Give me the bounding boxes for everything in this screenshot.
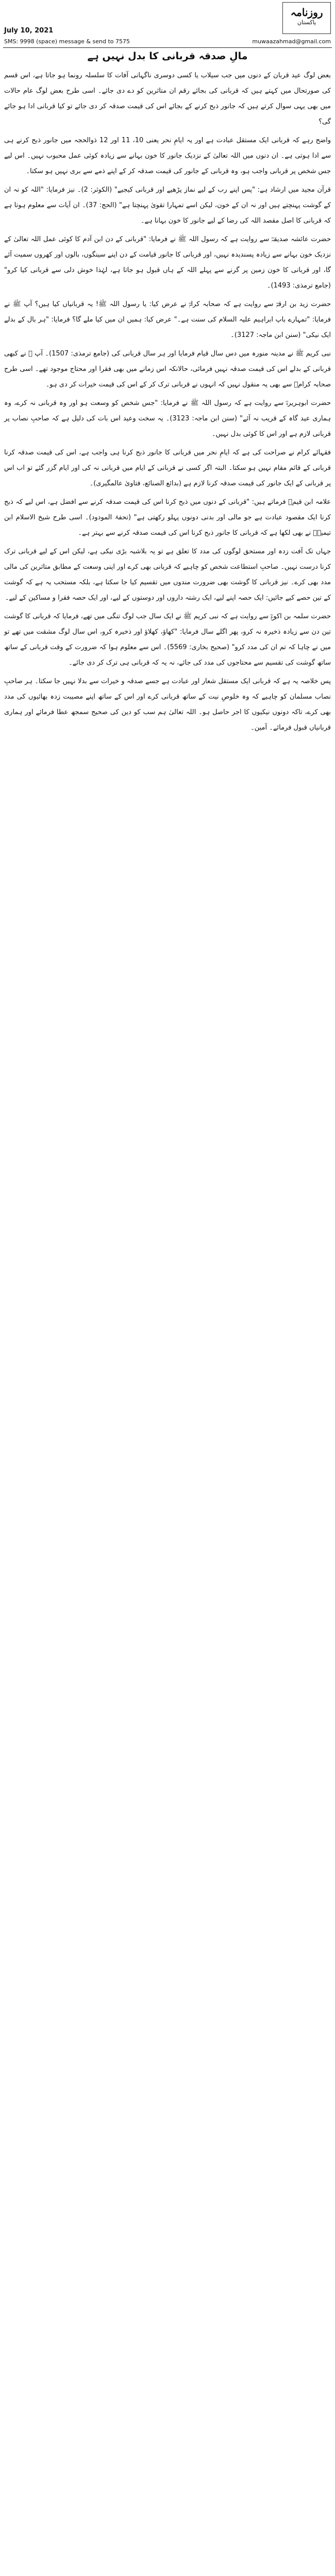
article-paragraph: جہاں تک آفت زدہ اور مستحق لوگوں کی مدد کا تعلق ہے تو یہ بلاشبہ بڑی نیکی ہے، لیکن اس کے لیے قربانی ترک کرنا درست نہیں۔ صاحبِ استطاعت شخص کو چاہیے کہ قربانی بھی کرے اور اپنی وسعت کے مطابق متاثرین کی مالی مدد بھی کرے۔ نیز قربانی کا گوشت بھی ضرورت مندوں میں تقسیم کیا جا سکتا ہے، بلکہ مستحب یہ ہے کہ گوشت کے تین حصے کیے جائیں: ایک حصہ اپنے لیے، ایک رشتہ داروں اور دوستوں کے لیے، اور ایک حصہ فقرا و مساکین کے لیے۔: [4, 548, 331, 602]
publish-date: July 10, 2021: [4, 27, 54, 35]
article-paragraph: بعض لوگ عید قربان کے دنوں میں جب سیلاب یا کسی دوسری ناگہانی آفات کا سلسلہ رونما ہو جاتا ہے، اس قسم کی صورتحال میں کہتے ہیں کہ قربانی کی بجائے رقم ان متاثرین کو دے دی جائے۔ اسی طرح بعض لوگ عام حالات میں بھی یہی سوال کرتے ہیں کہ جانور ذبح کرنے کے بجائے اس کی قیمت صدقہ کر دی جائے تو کیا قربانی ادا ہو جائے گی؟: [4, 72, 331, 126]
header-divider: [3, 47, 332, 48]
newspaper-logo: [282, 2, 331, 34]
masthead: [0, 0, 335, 62]
logo-title: روزنامہ: [290, 6, 323, 19]
article-paragraph: حضرت سلمہ بن اکوعؓ سے روایت ہے کہ نبی کریم ﷺ نے ایک سال جب لوگ تنگی میں تھے، فرمایا کہ قربانی کا گوشت تین دن سے زیادہ ذخیرہ نہ کرو، پھر اگلے سال فرمایا: "کھاؤ، کھلاؤ اور ذخیرہ کرو، اس سال لوگ مشقت میں تھے تو میں نے چاہا کہ تم ان کی مدد کرو" (صحیح بخاری: 5569)۔ اس سے معلوم ہوا کہ ضرورت کے وقت قربانی کے ساتھ ساتھ گوشت کی تقسیم سے محتاجوں کی مدد کی جائے، نہ یہ کہ قربانی ہی ترک کر دی جائے۔: [4, 613, 331, 667]
article-paragraph: فقہائے کرام نے صراحت کی ہے کہ ایامِ نحر میں قربانی کا جانور ذبح کرنا ہی واجب ہے، اس کی قیمت صدقہ کرنا قربانی کے قائم مقام نہیں ہو سکتا۔ البتہ اگر کسی نے قربانی کے ایام میں قربانی نہ کی اور ایام گزر گئے تو اب اس پر قربانی کے ایک جانور کی قیمت صدقہ کرنا لازم ہے (بدائع الصنائع، فتاویٰ عالمگیری)۔: [4, 449, 331, 487]
article-paragraph: حضرت ابوہریرہؓ سے روایت ہے کہ رسول اللہ ﷺ نے فرمایا: "جس شخص کو وسعت ہو اور وہ قربانی نہ کرے، وہ ہماری عید گاہ کے قریب نہ آئے" (سنن ابن ماجہ: 3123)۔ یہ سخت وعید اس بات کی دلیل ہے کہ صاحبِ نصاب پر قربانی لازم ہے اور اس کا کوئی بدل نہیں۔: [4, 399, 331, 438]
article-paragraph: نبی کریم ﷺ نے مدینہ منورہ میں دس سال قیام فرمایا اور ہر سال قربانی کی (جامع ترمذی: 1507)۔ آپ ﷺ نے کبھی قربانی کے بدلے اس کی قیمت صدقہ نہیں فرمائی، حالانکہ اس زمانے میں بھی فقرا اور محتاج موجود تھے۔ اسی طرح صحابہ کرامؓ سے بھی یہ منقول نہیں کہ انہوں نے قربانی ترک کر کے اس کی قیمت خیرات کر دی ہو۔: [4, 350, 331, 388]
article-paragraph: قرآن مجید میں ارشاد ہے: "پس اپنے رب کے لیے نماز پڑھیے اور قربانی کیجیے" (الکوثر: 2)۔ نیز فرمایا: "اللہ کو نہ ان کے گوشت پہنچتے ہیں اور نہ ان کے خون، لیکن اسے تمہارا تقویٰ پہنچتا ہے" (الحج: 37)۔ ان آیات سے معلوم ہوتا ہے کہ قربانی کا اصل مقصد اللہ کی رضا کے لیے جانور کا خون بہانا ہے۔: [4, 186, 331, 225]
author-email[interactable]: muwaazahmad@gmail.com: [252, 38, 331, 45]
article-paragraph: واضح رہے کہ قربانی ایک مستقل عبادت ہے اور یہ ایامِ نحر یعنی 10، 11 اور 12 ذوالحجہ میں جانور ذبح کرنے ہی سے ادا ہوتی ہے۔ ان دنوں میں اللہ تعالیٰ کے نزدیک جانور کا خون بہانے سے زیادہ کوئی عمل محبوب نہیں۔ اس لیے جس شخص پر قربانی واجب ہو، وہ قربانی کے جانور کی قیمت صدقہ کر کے اپنے ذمے سے بری نہیں ہو سکتا۔: [4, 137, 331, 175]
article-body: [4, 68, 331, 739]
article-paragraph: حضرت عائشہ صدیقہؓ سے روایت ہے کہ رسول اللہ ﷺ نے فرمایا: "قربانی کے دن ابن آدم کا کوئی عمل اللہ تعالیٰ کے نزدیک خون بہانے سے زیادہ پسندیدہ نہیں، اور قربانی کا جانور قیامت کے دن اپنے سینگوں، بالوں اور کھروں سمیت آئے گا، اور قربانی کا خون زمین پر گرنے سے پہلے اللہ کے ہاں قبول ہو جاتا ہے، لہٰذا خوش دلی سے قربانی کیا کرو" (جامع ترمذی: 1493)۔: [4, 235, 331, 290]
article-title: مالِ صدقہ قربانی کا بدل نہیں ہے: [87, 50, 248, 62]
article-paragraph: علامہ ابن قیمؒ فرماتے ہیں: "قربانی کے دنوں میں ذبح کرنا اس کی قیمت صدقہ کرنے سے افضل ہے، اس لیے کہ ذبح کرنا ایک مقصود عبادت ہے جو مالی اور بدنی دونوں پہلو رکھتی ہے" (تحفۃ المودود)۔ اسی طرح شیخ الاسلام ابن تیمیہؒ نے بھی لکھا ہے کہ قربانی کا جانور ذبح کرنا اس کی قیمت صدقہ کرنے سے بہتر ہے۔: [4, 498, 331, 537]
sms-line: SMS: 9998 (space) message & send to 7575: [4, 38, 130, 45]
article-paragraph: پس خلاصہ یہ ہے کہ قربانی ایک مستقل شعار اور عبادت ہے جسے صدقہ و خیرات سے بدلا نہیں جا سکتا۔ ہر صاحبِ نصاب مسلمان کو چاہیے کہ وہ خلوصِ نیت کے ساتھ قربانی کرے اور اس کے ساتھ اپنے مصیبت زدہ بھائیوں کی مدد بھی کرے، تاکہ دونوں نیکیوں کا اجر حاصل ہو۔ اللہ تعالیٰ ہم سب کو دین کی صحیح سمجھ عطا فرمائے اور ہماری قربانیاں قبول فرمائے۔ آمین۔: [4, 677, 331, 732]
article-paragraph: حضرت زید بن ارقمؓ سے روایت ہے کہ صحابہ کرامؓ نے عرض کیا: یا رسول اللہ ﷺ! یہ قربانیاں کیا ہیں؟ آپ ﷺ نے فرمایا: "تمہارے باپ ابراہیم علیہ السلام کی سنت ہے۔" عرض کیا: ہمیں ان میں کیا ملے گا؟ فرمایا: "ہر بال کے بدلے ایک نیکی" (سنن ابن ماجہ: 3127)۔: [4, 300, 331, 339]
logo-subtitle: پاکستان: [297, 19, 316, 26]
